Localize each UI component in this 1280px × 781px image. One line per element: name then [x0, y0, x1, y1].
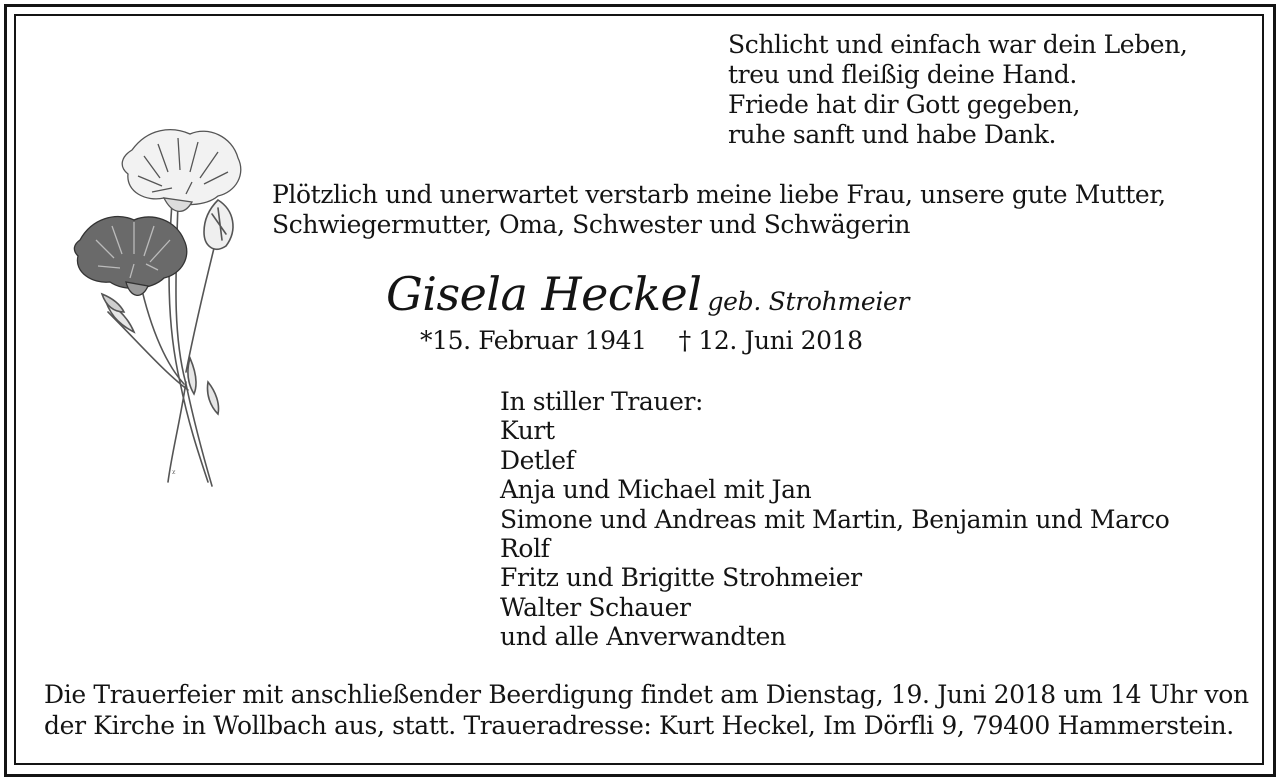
mourner-name: Simone und Andreas mit Martin, Benjamin und Marco [500, 504, 1170, 534]
maiden-name: geb. Strohmeier [707, 287, 910, 316]
mourner-name: Walter Schauer [500, 592, 691, 622]
mourners-list [500, 387, 1169, 652]
poem [728, 30, 1187, 150]
mourner-name: Kurt [500, 416, 555, 446]
carnation-illustration [68, 122, 268, 502]
mourner-name: Rolf [500, 534, 550, 564]
svg-text:ᵡ: ᵡ [172, 469, 176, 479]
poem-line: ruhe sanft und habe Dank. [728, 120, 1057, 149]
death-date: † 12. Juni 2018 [678, 326, 863, 355]
intro-line: Plötzlich und unerwartet verstarb meine liebe Frau, unsere gute Mutter, [272, 180, 1166, 209]
announcement-intro [272, 180, 1166, 240]
mourner-name: Detlef [500, 445, 575, 475]
life-dates [420, 326, 863, 356]
mourner-name: Fritz und Brigitte Strohmeier [500, 563, 862, 593]
funeral-details [44, 679, 1249, 741]
mourner-name: Anja und Michael mit Jan [500, 475, 812, 505]
poem-line: treu und fleißig deine Hand. [728, 60, 1077, 89]
birth-date: *15. Februar 1941 [420, 326, 647, 355]
deceased-name: Gisela Heckel [386, 267, 702, 321]
poem-line: Schlicht und einfach war dein Leben, [728, 30, 1188, 59]
poem-line: Friede hat dir Gott gegeben, [728, 90, 1081, 119]
mourners-heading: In stiller Trauer: [500, 387, 704, 416]
footer-line: der Kirche in Wollbach aus, statt. Traueradresse: Kurt Heckel, Im Dörfli 9, 79400 Hammerstein. [44, 711, 1234, 740]
deceased-name-line [386, 266, 909, 322]
mourner-name: und alle Anverwandten [500, 622, 786, 652]
footer-line: Die Trauerfeier mit anschließender Beerdigung findet am Dienstag, 19. Juni 2018 um 14 Uhr von [44, 680, 1249, 709]
intro-line: Schwiegermutter, Oma, Schwester und Schwägerin [272, 210, 911, 239]
